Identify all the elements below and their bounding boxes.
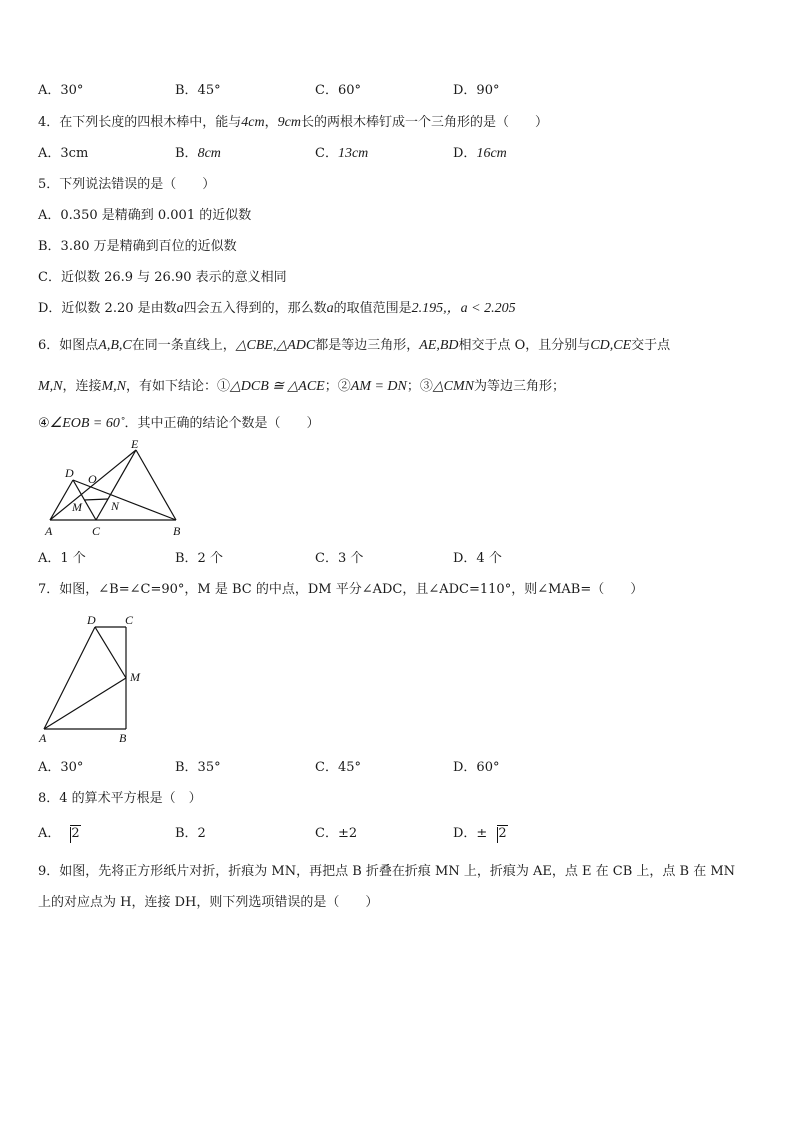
q7-label-D: D [87,613,96,627]
sqrt-symbol: 2 [487,824,507,844]
q3-option-b: B．45° [175,83,221,98]
q7-label-A: A [39,731,47,745]
q4-option-a: A．3cm [38,146,89,161]
q6-label-E: E [131,438,139,451]
q7-option-c: C．45° [315,760,361,775]
q6-label-A: A [45,524,53,538]
q9-stem-line1: 9．如图，先将正方形纸片对折，折痕为 MN，再把点 B 折叠在折痕 MN 上，折痕为 AE，点 E 在 CB 上，点 B 在 MN [38,864,736,879]
q6-stem-line2: M,N，连接M,N，有如下结论：①△DCB ≅ △ACE；②AM = DN；③△CMN为等边三角形； [38,379,566,394]
q5-option-a: A．0.350 是精确到 0.001 的近似数 [38,208,252,223]
q5-option-c: C．近似数 26.9 与 26.90 表示的意义相同 [38,270,287,285]
q7-option-b: B．35° [175,760,221,775]
q3-option-a: A．30° [38,83,84,98]
q7-label-B: B [119,731,127,745]
q8-option-c: C．±2 [315,826,358,841]
q7-label-M: M [130,670,140,684]
q3-option-c: C．60° [315,83,361,98]
q7-option-a: A．30° [38,760,84,775]
q8-option-a: A． 2 [38,824,81,844]
q7-figure [36,610,156,750]
q6-label-M: M [72,500,82,514]
q6-label-N: N [111,499,120,513]
q6-option-b: B．2 个 [175,551,223,566]
q6-label-C: C [92,524,101,538]
q6-option-c: C．3 个 [315,551,364,566]
sqrt-symbol: 2 [60,824,80,844]
q5-option-b: B．3.80 万是精确到百位的近似数 [38,239,237,254]
q7-stem: 7．如图，∠B=∠C=90°，M 是 BC 的中点，DM 平分∠ADC，且∠ADC=110°，则∠MAB=（ ） [38,582,644,597]
q6-stem-line1: 6．如图点A,B,C在同一条直线上，△CBE,△ADC都是等边三角形，AE,BD相交于点 O，且分别与CD,CE交于点 [38,338,671,353]
q6-label-O: O [88,472,97,486]
q6-option-d: D．4 个 [453,551,502,566]
q4-option-d: D．16cm [453,146,507,161]
q6-stem-line3: ④∠EOB = 60˚．其中正确的结论个数是（ ） [38,416,320,431]
q6-label-D: D [65,466,74,480]
q7-option-d: D．60° [453,760,500,775]
q6-option-a: A．1 个 [38,551,86,566]
q4-option-b: B．8cm [175,146,221,161]
q5-stem: 5．下列说法错误的是（ ） [38,177,216,192]
q5-option-d: D．近似数 2.20 是由数a四会五入得到的，那么数a的取值范围是2.195,，a < 2.205 [38,301,516,316]
q8-option-b: B．2 [175,826,206,841]
q9-stem-line2: 上的对应点为 H，连接 DH，则下列选项错误的是（ ） [38,895,379,910]
q4-stem: 4．在下列长度的四根木棒中，能与4cm，9cm长的两根木棒钉成一个三角形的是（ ） [38,115,548,130]
q6-label-B: B [173,524,181,538]
q3-option-d: D．90° [453,83,500,98]
q6-figure [40,438,190,540]
q8-stem: 8．4 的算术平方根是（ ） [38,791,202,806]
q8-option-d: D．± 2 [453,824,508,844]
q4-option-c: C．13cm [315,146,369,161]
q7-label-C: C [125,613,134,627]
